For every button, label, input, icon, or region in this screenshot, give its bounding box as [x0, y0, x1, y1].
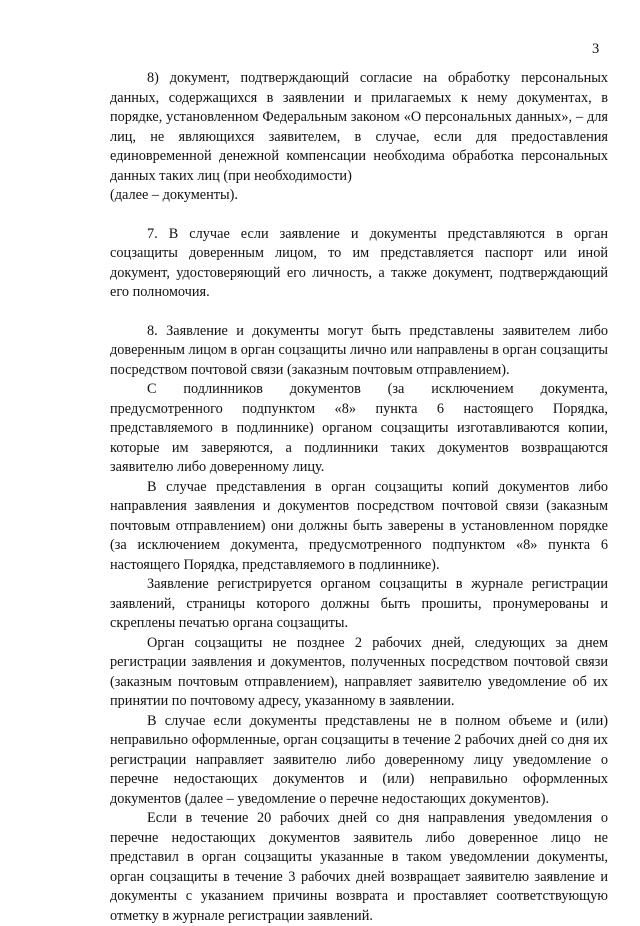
document-body — [110, 69, 608, 926]
paragraph-gap — [110, 206, 608, 225]
paragraph-certification: В случае представления в орган соцзащиты копий документов либо направления заявления и документов посредством почтовой связи (заказным почтовым отправлением) они должны быть заверены в установленном порядке (за исключением документа, предусмотренного подпунктом «8» пункта 6 настоящего Порядка, представляемого в подлиннике). — [110, 478, 608, 573]
page-number: 3 — [592, 41, 600, 57]
paragraph-clause-8: 8. Заявление и документы могут быть представлены заявителем либо доверенным лицом в орган соцзащиты лично или направлены в орган соцзащиты посредством почтовой связи (заказным почтовым отправлением). — [110, 322, 608, 378]
paragraph-clause-7: 7. В случае если заявление и документы представляются в орган соцзащиты доверенным лицом, то им представляется паспорт или иной документ, удостоверяющий его личность, а также документ, подтверждающий его полномочия. — [110, 225, 608, 300]
paragraph-incomplete-documents: В случае если документы представлены не в полном объеме и (или) неправильно оформленные, орган соцзащиты в течение 2 рабочих дней со дня их регистрации направляет заявителю либо доверенному лицу уведомление о перечне недостающих документов и (или) неправильно оформленных документов (далее – уведомление о перечне недостающих документов). — [110, 712, 608, 807]
paragraph-notification: Орган соцзащиты не позднее 2 рабочих дней, следующих за днем регистрации заявления и документов, полученных посредством почтовой связи (заказным почтовым отправлением), направляет заявителю уведомление об их принятии по почтовому адресу, указанному в заявлении. — [110, 634, 608, 709]
paragraph-item-8: 8) документ, подтверждающий согласие на обработку персональных данных, содержащихся в заявлении и прилагаемых к нему документах, в порядке, установленном Федеральным законом «О персональных данных», – для лиц, не являющихся заявителем, в случае, если для предоставления единовременной денежной компенсации необходима обработка персональных данных таких лиц (при необходимости) — [110, 70, 608, 184]
paragraph-gap — [110, 303, 608, 322]
paragraph-copies: С подлинников документов (за исключением документа, предусмотренного подпунктом «8» пункта 6 настоящего Порядка, представляемого в подлиннике) органом соцзащиты изготавливаются копии, которые им заверяются, а подлинники таких документов возвращаются заявителю либо доверенному лицу. — [110, 381, 608, 475]
paragraph-return: Если в течение 20 рабочих дней со дня направления уведомления о перечне недостающих документов заявитель либо доверенное лицо не представил в орган соцзащиты указанные в таком уведомлении документы, орган соцзащиты в течение 3 рабочих дней возвращает заявителю заявление и документы с указанием причины возврата и проставляет соответствующую отметку в журнале регистрации заявлений. — [110, 810, 608, 924]
paragraph-registration: Заявление регистрируется органом соцзащиты в журнале регистрации заявлений, страницы которого должны быть прошиты, пронумерованы и скреплены печатью органа соцзащиты. — [110, 576, 608, 631]
paragraph-documents-definition: (далее – документы). — [110, 187, 238, 203]
